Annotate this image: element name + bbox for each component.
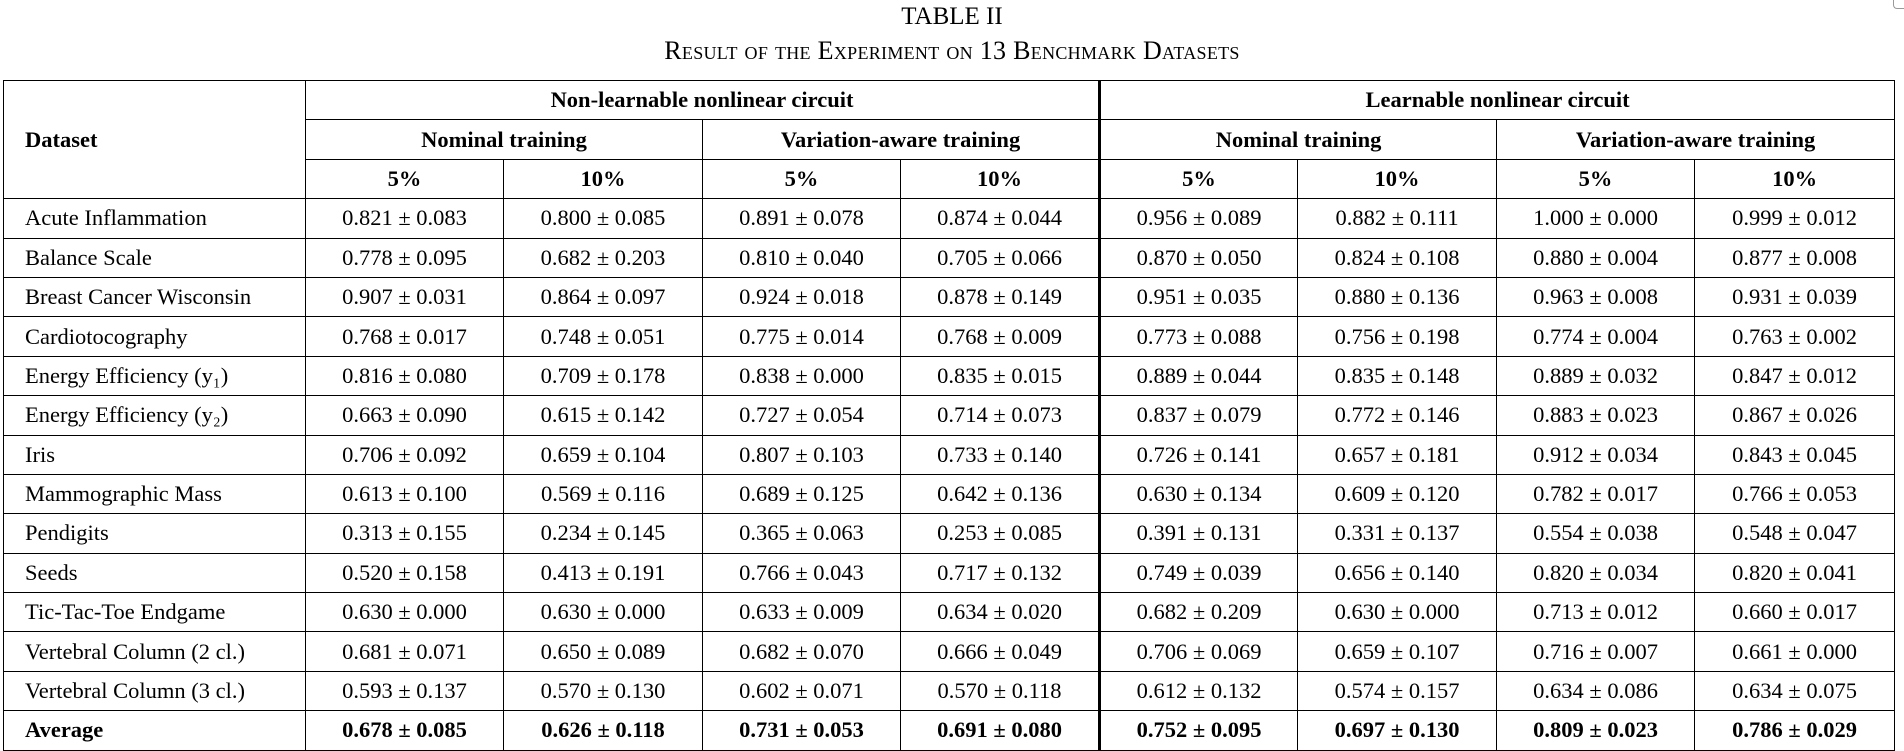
header-group-learnable: Learnable nonlinear circuit bbox=[1100, 81, 1895, 120]
value-cell: 0.782 ± 0.017 bbox=[1497, 474, 1695, 513]
table-row bbox=[4, 593, 1895, 632]
value-cell: 0.602 ± 0.071 bbox=[703, 671, 901, 710]
value-cell: 0.570 ± 0.118 bbox=[901, 671, 1100, 710]
header-level-1: 10% bbox=[504, 159, 703, 198]
value-cell: 0.615 ± 0.142 bbox=[504, 396, 703, 435]
header-dataset: Dataset bbox=[4, 81, 306, 199]
value-cell: 0.234 ± 0.145 bbox=[504, 514, 703, 553]
value-cell: 0.633 ± 0.009 bbox=[703, 593, 901, 632]
value-cell: 0.714 ± 0.073 bbox=[901, 396, 1100, 435]
dataset-name: Iris bbox=[4, 435, 306, 474]
dataset-name: Balance Scale bbox=[4, 238, 306, 277]
value-cell: 0.609 ± 0.120 bbox=[1298, 474, 1497, 513]
value-cell: 0.630 ± 0.000 bbox=[1298, 593, 1497, 632]
table-subtitle: Result of the Experiment on 13 Benchmark Datasets bbox=[664, 36, 1240, 65]
value-cell: 0.878 ± 0.149 bbox=[901, 277, 1100, 316]
value-cell: 0.883 ± 0.023 bbox=[1497, 396, 1695, 435]
value-cell: 0.634 ± 0.075 bbox=[1695, 671, 1895, 710]
value-cell: 0.768 ± 0.017 bbox=[306, 317, 504, 356]
value-cell: 0.331 ± 0.137 bbox=[1298, 514, 1497, 553]
value-cell: 0.870 ± 0.050 bbox=[1100, 238, 1298, 277]
value-cell: 0.773 ± 0.088 bbox=[1100, 317, 1298, 356]
value-cell: 0.756 ± 0.198 bbox=[1298, 317, 1497, 356]
value-cell: 0.733 ± 0.140 bbox=[901, 435, 1100, 474]
value-cell: 0.882 ± 0.111 bbox=[1298, 199, 1497, 238]
value-cell: 0.650 ± 0.089 bbox=[504, 632, 703, 671]
value-cell: 0.956 ± 0.089 bbox=[1100, 199, 1298, 238]
dataset-name: Vertebral Column (3 cl.) bbox=[4, 671, 306, 710]
header-group-non-learnable: Non-learnable nonlinear circuit bbox=[306, 81, 1100, 120]
value-cell: 0.820 ± 0.041 bbox=[1695, 553, 1895, 592]
dataset-name: Acute Inflammation bbox=[4, 199, 306, 238]
value-cell: 0.697 ± 0.130 bbox=[1298, 711, 1497, 750]
value-cell: 0.682 ± 0.070 bbox=[703, 632, 901, 671]
value-cell: 0.835 ± 0.148 bbox=[1298, 356, 1497, 395]
value-cell: 0.682 ± 0.209 bbox=[1100, 593, 1298, 632]
value-cell: 0.775 ± 0.014 bbox=[703, 317, 901, 356]
value-cell: 0.630 ± 0.000 bbox=[504, 593, 703, 632]
dataset-name: Breast Cancer Wisconsin bbox=[4, 277, 306, 316]
value-cell: 0.726 ± 0.141 bbox=[1100, 435, 1298, 474]
value-cell: 0.413 ± 0.191 bbox=[504, 553, 703, 592]
table-row bbox=[4, 632, 1895, 671]
header-subgroup-variation-nl: Variation-aware training bbox=[703, 120, 1100, 159]
value-cell: 0.843 ± 0.045 bbox=[1695, 435, 1895, 474]
dataset-name: Seeds bbox=[4, 553, 306, 592]
header-subgroup-nominal-l: Nominal training bbox=[1100, 120, 1497, 159]
header-level-7: 10% bbox=[1695, 159, 1895, 198]
value-cell: 0.768 ± 0.009 bbox=[901, 317, 1100, 356]
table-row bbox=[4, 514, 1895, 553]
value-cell: 0.365 ± 0.063 bbox=[703, 514, 901, 553]
value-cell: 0.778 ± 0.095 bbox=[306, 238, 504, 277]
table-row bbox=[4, 317, 1895, 356]
value-cell: 0.889 ± 0.032 bbox=[1497, 356, 1695, 395]
value-cell: 0.681 ± 0.071 bbox=[306, 632, 504, 671]
header-level-2: 5% bbox=[703, 159, 901, 198]
dataset-name: Pendigits bbox=[4, 514, 306, 553]
value-cell: 0.752 ± 0.095 bbox=[1100, 711, 1298, 750]
value-cell: 0.642 ± 0.136 bbox=[901, 474, 1100, 513]
header-level-4: 5% bbox=[1100, 159, 1298, 198]
value-cell: 0.807 ± 0.103 bbox=[703, 435, 901, 474]
value-cell: 0.763 ± 0.002 bbox=[1695, 317, 1895, 356]
value-cell: 0.867 ± 0.026 bbox=[1695, 396, 1895, 435]
value-cell: 0.657 ± 0.181 bbox=[1298, 435, 1497, 474]
value-cell: 0.626 ± 0.118 bbox=[504, 711, 703, 750]
value-cell: 0.391 ± 0.131 bbox=[1100, 514, 1298, 553]
value-cell: 0.634 ± 0.086 bbox=[1497, 671, 1695, 710]
value-cell: 0.705 ± 0.066 bbox=[901, 238, 1100, 277]
table-title: TABLE II bbox=[901, 3, 1003, 30]
value-cell: 0.800 ± 0.085 bbox=[504, 199, 703, 238]
value-cell: 0.786 ± 0.029 bbox=[1695, 711, 1895, 750]
value-cell: 0.717 ± 0.132 bbox=[901, 553, 1100, 592]
value-cell: 0.731 ± 0.053 bbox=[703, 711, 901, 750]
value-cell: 0.816 ± 0.080 bbox=[306, 356, 504, 395]
value-cell: 0.682 ± 0.203 bbox=[504, 238, 703, 277]
value-cell: 0.924 ± 0.018 bbox=[703, 277, 901, 316]
value-cell: 0.748 ± 0.051 bbox=[504, 317, 703, 356]
value-cell: 1.000 ± 0.000 bbox=[1497, 199, 1695, 238]
value-cell: 0.809 ± 0.023 bbox=[1497, 711, 1695, 750]
dataset-name: Energy Efficiency (y₂) bbox=[4, 396, 306, 435]
value-cell: 0.864 ± 0.097 bbox=[504, 277, 703, 316]
header-subgroup-variation-l: Variation-aware training bbox=[1497, 120, 1895, 159]
value-cell: 0.706 ± 0.092 bbox=[306, 435, 504, 474]
dataset-name: Tic-Tac-Toe Endgame bbox=[4, 593, 306, 632]
value-cell: 0.716 ± 0.007 bbox=[1497, 632, 1695, 671]
value-cell: 0.931 ± 0.039 bbox=[1695, 277, 1895, 316]
value-cell: 0.810 ± 0.040 bbox=[703, 238, 901, 277]
value-cell: 0.880 ± 0.136 bbox=[1298, 277, 1497, 316]
average-row bbox=[4, 711, 1895, 750]
header-subgroup-nominal-nl: Nominal training bbox=[306, 120, 703, 159]
value-cell: 0.678 ± 0.085 bbox=[306, 711, 504, 750]
table-row bbox=[4, 671, 1895, 710]
dataset-name: Energy Efficiency (y₁) bbox=[4, 356, 306, 395]
table-row bbox=[4, 356, 1895, 395]
value-cell: 0.570 ± 0.130 bbox=[504, 671, 703, 710]
value-cell: 0.612 ± 0.132 bbox=[1100, 671, 1298, 710]
value-cell: 0.313 ± 0.155 bbox=[306, 514, 504, 553]
value-cell: 0.907 ± 0.031 bbox=[306, 277, 504, 316]
value-cell: 0.951 ± 0.035 bbox=[1100, 277, 1298, 316]
table-body bbox=[4, 199, 1895, 750]
value-cell: 0.656 ± 0.140 bbox=[1298, 553, 1497, 592]
table-row bbox=[4, 199, 1895, 238]
value-cell: 0.999 ± 0.012 bbox=[1695, 199, 1895, 238]
value-cell: 0.749 ± 0.039 bbox=[1100, 553, 1298, 592]
value-cell: 0.706 ± 0.069 bbox=[1100, 632, 1298, 671]
value-cell: 0.766 ± 0.053 bbox=[1695, 474, 1895, 513]
header-level-5: 10% bbox=[1298, 159, 1497, 198]
table-row bbox=[4, 277, 1895, 316]
dataset-name: Vertebral Column (2 cl.) bbox=[4, 632, 306, 671]
value-cell: 0.574 ± 0.157 bbox=[1298, 671, 1497, 710]
value-cell: 0.837 ± 0.079 bbox=[1100, 396, 1298, 435]
value-cell: 0.634 ± 0.020 bbox=[901, 593, 1100, 632]
value-cell: 0.689 ± 0.125 bbox=[703, 474, 901, 513]
table-row bbox=[4, 553, 1895, 592]
value-cell: 0.874 ± 0.044 bbox=[901, 199, 1100, 238]
value-cell: 0.660 ± 0.017 bbox=[1695, 593, 1895, 632]
value-cell: 0.820 ± 0.034 bbox=[1497, 553, 1695, 592]
value-cell: 0.891 ± 0.078 bbox=[703, 199, 901, 238]
value-cell: 0.548 ± 0.047 bbox=[1695, 514, 1895, 553]
value-cell: 0.963 ± 0.008 bbox=[1497, 277, 1695, 316]
table-header bbox=[4, 81, 1895, 199]
value-cell: 0.569 ± 0.116 bbox=[504, 474, 703, 513]
value-cell: 0.774 ± 0.004 bbox=[1497, 317, 1695, 356]
value-cell: 0.821 ± 0.083 bbox=[306, 199, 504, 238]
value-cell: 0.912 ± 0.034 bbox=[1497, 435, 1695, 474]
value-cell: 0.880 ± 0.004 bbox=[1497, 238, 1695, 277]
value-cell: 0.691 ± 0.080 bbox=[901, 711, 1100, 750]
value-cell: 0.835 ± 0.015 bbox=[901, 356, 1100, 395]
value-cell: 0.709 ± 0.178 bbox=[504, 356, 703, 395]
value-cell: 0.613 ± 0.100 bbox=[306, 474, 504, 513]
value-cell: 0.630 ± 0.000 bbox=[306, 593, 504, 632]
dataset-name: Mammographic Mass bbox=[4, 474, 306, 513]
table-row bbox=[4, 238, 1895, 277]
value-cell: 0.661 ± 0.000 bbox=[1695, 632, 1895, 671]
value-cell: 0.663 ± 0.090 bbox=[306, 396, 504, 435]
value-cell: 0.630 ± 0.134 bbox=[1100, 474, 1298, 513]
value-cell: 0.713 ± 0.012 bbox=[1497, 593, 1695, 632]
value-cell: 0.847 ± 0.012 bbox=[1695, 356, 1895, 395]
value-cell: 0.554 ± 0.038 bbox=[1497, 514, 1695, 553]
table-row bbox=[4, 396, 1895, 435]
value-cell: 0.838 ± 0.000 bbox=[703, 356, 901, 395]
value-cell: 0.593 ± 0.137 bbox=[306, 671, 504, 710]
value-cell: 0.727 ± 0.054 bbox=[703, 396, 901, 435]
table-row bbox=[4, 474, 1895, 513]
average-label: Average bbox=[4, 711, 306, 750]
header-level-0: 5% bbox=[306, 159, 504, 198]
header-level-3: 10% bbox=[901, 159, 1100, 198]
value-cell: 0.520 ± 0.158 bbox=[306, 553, 504, 592]
value-cell: 0.666 ± 0.049 bbox=[901, 632, 1100, 671]
results-table bbox=[3, 80, 1895, 751]
header-row-groups bbox=[4, 81, 1895, 120]
value-cell: 0.253 ± 0.085 bbox=[901, 514, 1100, 553]
header-level-6: 5% bbox=[1497, 159, 1695, 198]
value-cell: 0.766 ± 0.043 bbox=[703, 553, 901, 592]
value-cell: 0.877 ± 0.008 bbox=[1695, 238, 1895, 277]
value-cell: 0.659 ± 0.104 bbox=[504, 435, 703, 474]
value-cell: 0.889 ± 0.044 bbox=[1100, 356, 1298, 395]
value-cell: 0.659 ± 0.107 bbox=[1298, 632, 1497, 671]
value-cell: 0.772 ± 0.146 bbox=[1298, 396, 1497, 435]
value-cell: 0.824 ± 0.108 bbox=[1298, 238, 1497, 277]
table-row bbox=[4, 435, 1895, 474]
dataset-name: Cardiotocography bbox=[4, 317, 306, 356]
